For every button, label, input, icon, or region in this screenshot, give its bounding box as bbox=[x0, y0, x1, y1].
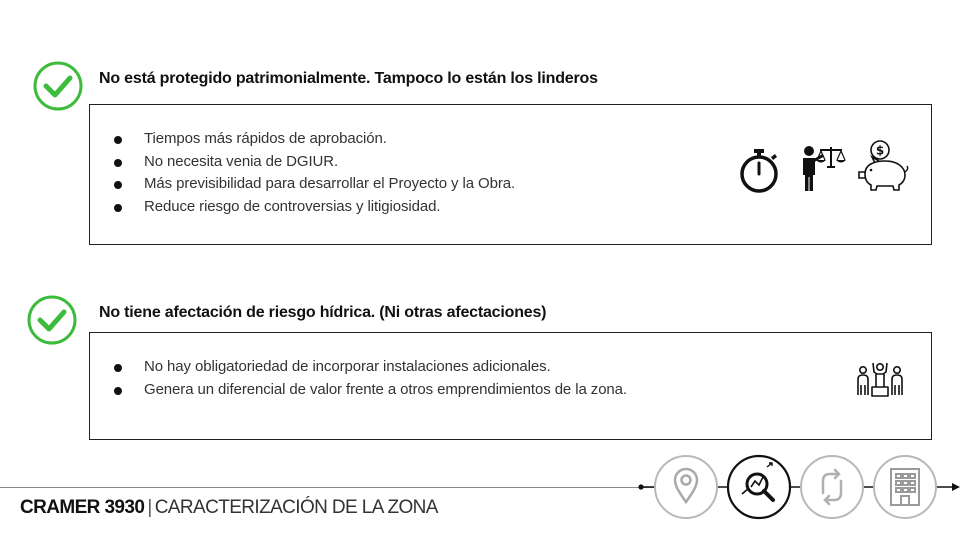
lawyer-scales-icon bbox=[800, 143, 846, 193]
step-analysis[interactable] bbox=[728, 456, 790, 518]
people-podium-icon bbox=[855, 361, 905, 399]
benefits-list bbox=[110, 356, 627, 401]
benefits-list bbox=[110, 128, 515, 218]
list-item: Genera un diferencial de valor frente a otros emprendimientos de la zona. bbox=[110, 379, 627, 402]
list-item: Tiempos más rápidos de aprobación. bbox=[110, 128, 515, 151]
piggy-bank-icon bbox=[853, 139, 909, 195]
step-building[interactable] bbox=[874, 456, 936, 518]
check-icon bbox=[33, 61, 83, 111]
list-item: No necesita venia de DGIUR. bbox=[110, 151, 515, 174]
section-heading: No está protegido patrimonialmente. Tampoco lo están los linderos bbox=[99, 70, 598, 87]
stopwatch-icon bbox=[737, 147, 781, 195]
footer-title: CRAMER 3930 | CARACTERIZACIÓN DE LA ZONA bbox=[20, 497, 438, 518]
svg-text:$: $ bbox=[875, 143, 885, 158]
benefits-box bbox=[89, 332, 932, 440]
step-location[interactable] bbox=[655, 456, 717, 518]
step-cycle[interactable] bbox=[801, 456, 863, 518]
section-heading: No tiene afectación de riesgo hídrica. (Ni otras afectaciones) bbox=[99, 304, 547, 321]
check-icon bbox=[27, 295, 77, 345]
list-item: Reduce riesgo de controversias y litigiosidad. bbox=[110, 196, 515, 219]
section-stepper bbox=[630, 450, 960, 525]
footer-divider bbox=[0, 487, 655, 488]
benefits-box bbox=[89, 104, 932, 245]
list-item: No hay obligatoriedad de incorporar instalaciones adicionales. bbox=[110, 356, 627, 379]
list-item: Más previsibilidad para desarrollar el Proyecto y la Obra. bbox=[110, 173, 515, 196]
